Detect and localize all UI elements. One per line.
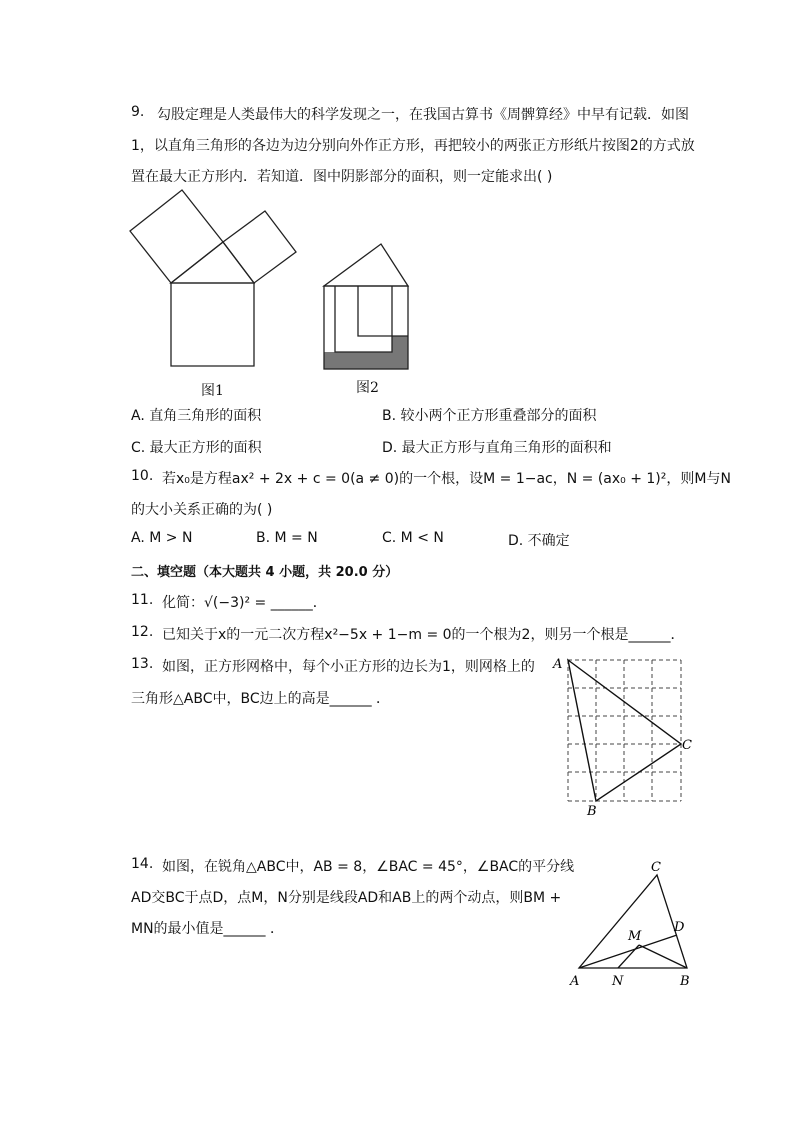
q13-label-a: A xyxy=(553,657,563,672)
q14-triangle-abc xyxy=(579,875,687,968)
q14-segment-mn xyxy=(618,945,639,968)
q11-text: 化简：√(−3)² = ______． xyxy=(162,595,327,611)
q14-number: 14. xyxy=(131,856,154,872)
q10-option-b: B. M = N xyxy=(256,530,318,546)
q13-label-b: B xyxy=(587,804,597,819)
q14-label-m: M xyxy=(628,929,642,944)
q10-option-c: C. M < N xyxy=(382,530,444,546)
q10-option-d: D. 不确定 xyxy=(508,533,570,549)
q9-option-c: C. 最大正方形的面积 xyxy=(131,440,262,456)
q9-option-a: A. 直角三角形的面积 xyxy=(131,408,262,424)
q13-line1: 如图，正方形网格中，每个小正方形的边长为1，则网格上的 xyxy=(162,659,535,675)
q10-option-a: A. M > N xyxy=(131,530,193,546)
q14-segment-bm xyxy=(639,945,687,968)
q14-label-d: D xyxy=(674,920,685,935)
q10-number: 10. xyxy=(131,468,154,484)
q9-fig2-caption: 图2 xyxy=(356,380,379,396)
q10-line2: 的大小关系正确的为( ) xyxy=(131,502,273,518)
q9-option-d: D. 最大正方形与直角三角形的面积和 xyxy=(382,440,612,456)
q11-number: 11. xyxy=(131,592,154,608)
q13-number: 13. xyxy=(131,656,154,672)
q9-line3: 置在最大正方形内．若知道．图中阴影部分的面积，则一定能求出( ) xyxy=(131,169,553,185)
q14-line1: 如图，在锐角△ABC中，AB = 8，∠BAC = 45°，∠BAC的平分线 xyxy=(162,859,575,875)
q13-label-c: C xyxy=(682,738,692,753)
q14-label-n: N xyxy=(612,974,624,989)
q10-line1: 若x₀是方程ax² + 2x + c = 0(a ≠ 0)的一个根，设M = 1−ac，N = (ax₀ + 1)²，则M与N xyxy=(162,471,731,487)
q9-option-b: B. 较小两个正方形重叠部分的面积 xyxy=(382,408,597,424)
q14-line3: MN的最小值是______ ． xyxy=(131,921,285,937)
q12-number: 12. xyxy=(131,624,154,640)
q9-number: 9. xyxy=(131,104,145,120)
q14-label-c: C xyxy=(651,860,661,875)
q12-text: 已知关于x的一元二次方程x²−5x + 1−m = 0的一个根为2，则另一个根是______． xyxy=(162,627,685,643)
q13-line2: 三角形△ABC中，BC边上的高是______ ． xyxy=(131,691,391,707)
q9-line1: 勾股定理是人类最伟大的科学发现之一，在我国古算书《周髀算经》中早有记载．如图 xyxy=(157,107,689,123)
q14-line2: AD交BC于点D，点M，N分别是线段AD和AB上的两个动点，则BM + xyxy=(131,890,562,906)
q9-line2: 1，以直角三角形的各边为边分别向外作正方形，再把较小的两张正方形纸片按图2的方式放 xyxy=(131,138,695,154)
q9-fig1-caption: 图1 xyxy=(201,383,224,399)
section-title-fill-in: 二、填空题（本大题共 4 小题，共 20.0 分） xyxy=(131,565,399,580)
q14-label-a: A xyxy=(570,974,580,989)
q14-label-b: B xyxy=(680,974,690,989)
